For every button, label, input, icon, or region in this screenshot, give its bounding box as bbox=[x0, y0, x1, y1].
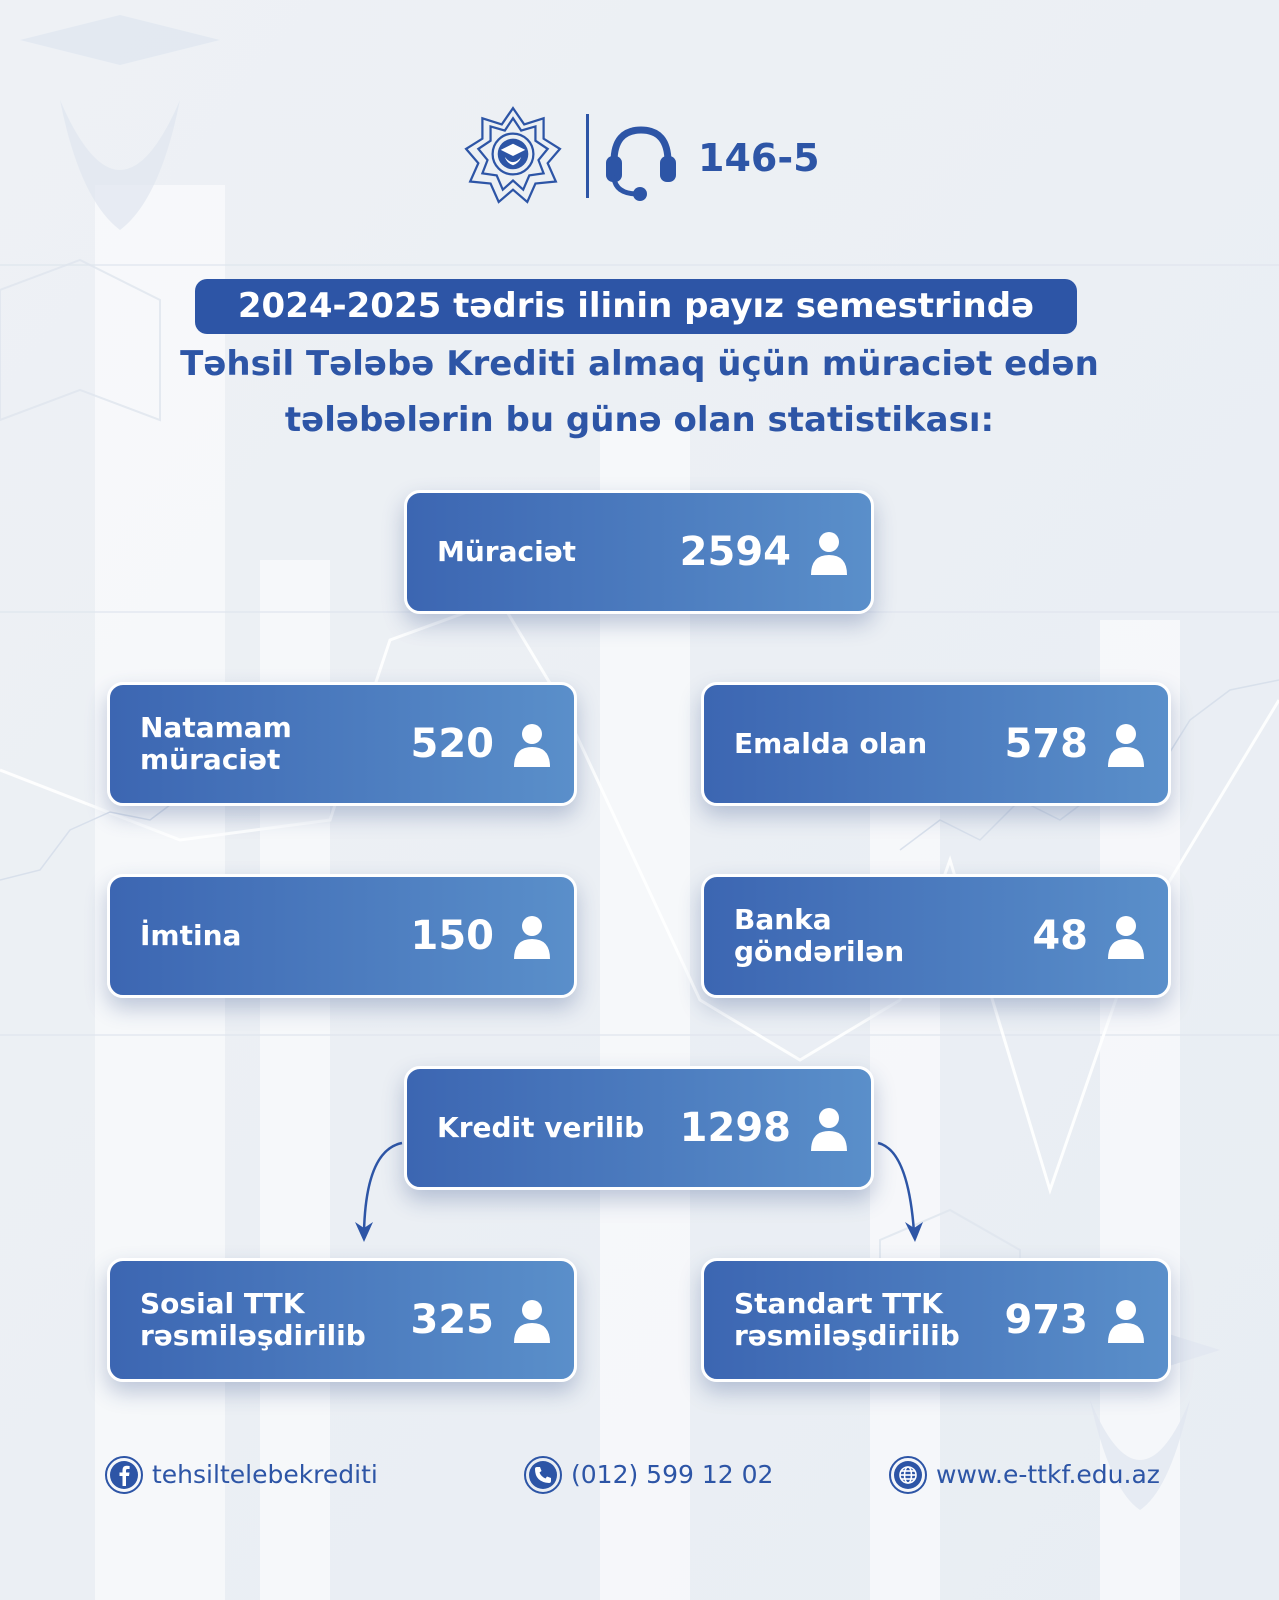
stat-value: 1298 bbox=[679, 1105, 791, 1151]
stat-label: Müraciət bbox=[437, 535, 577, 568]
facebook-icon bbox=[104, 1455, 144, 1495]
title-line-1: 2024-2025 tədris ilinin payız semestrində bbox=[237, 286, 1035, 326]
footer-website[interactable] bbox=[888, 1454, 1160, 1496]
title-line-2: Təhsil Tələbə Krediti almaq üçün müraciət edən bbox=[180, 344, 1099, 384]
stat-card-processing bbox=[701, 682, 1171, 806]
person-icon bbox=[512, 723, 552, 769]
stat-label: Standart TTK rəsmiləşdirilib bbox=[734, 1287, 960, 1352]
person-icon bbox=[512, 1299, 552, 1345]
facebook-handle: tehsiltelebekrediti bbox=[152, 1460, 378, 1489]
stat-value: 2594 bbox=[679, 529, 791, 575]
stat-value: 578 bbox=[1004, 721, 1088, 767]
phone-icon bbox=[523, 1455, 563, 1495]
person-icon bbox=[512, 915, 552, 961]
globe-icon bbox=[888, 1455, 928, 1495]
person-icon bbox=[809, 1107, 849, 1153]
phone-number: (012) 599 12 02 bbox=[571, 1460, 774, 1489]
stat-value: 48 bbox=[1032, 913, 1088, 959]
stat-card-credit-given bbox=[404, 1066, 874, 1190]
arrow-to-standard bbox=[878, 1143, 914, 1232]
stat-value: 325 bbox=[410, 1297, 494, 1343]
footer-facebook[interactable] bbox=[104, 1454, 378, 1496]
stat-label: Natamam müraciət bbox=[140, 711, 292, 776]
website-url: www.e-ttkf.edu.az bbox=[936, 1460, 1160, 1489]
stat-card-rejected bbox=[107, 874, 577, 998]
stat-card-applications bbox=[404, 490, 874, 614]
stat-card-social-ttk bbox=[107, 1258, 577, 1382]
stat-label: Banka göndərilən bbox=[734, 903, 905, 968]
stat-card-standard-ttk bbox=[701, 1258, 1171, 1382]
person-icon bbox=[1106, 1299, 1146, 1345]
stat-value: 520 bbox=[410, 721, 494, 767]
stat-card-sent-to-bank bbox=[701, 874, 1171, 998]
person-icon bbox=[809, 531, 849, 577]
person-icon bbox=[1106, 915, 1146, 961]
stat-label: Emalda olan bbox=[734, 727, 928, 760]
hotline-number[interactable]: 146-5 bbox=[698, 136, 820, 180]
stat-label: Sosial TTK rəsmiləşdirilib bbox=[140, 1287, 366, 1352]
stat-value: 150 bbox=[410, 913, 494, 959]
arrow-to-social bbox=[364, 1143, 402, 1232]
stat-card-incomplete bbox=[107, 682, 577, 806]
person-icon bbox=[1106, 723, 1146, 769]
stat-label: İmtina bbox=[140, 919, 242, 952]
title-line-3: tələbələrin bu günə olan statistikası: bbox=[284, 400, 995, 440]
stat-label: Kredit verilib bbox=[437, 1111, 645, 1144]
stat-value: 973 bbox=[1004, 1297, 1088, 1343]
footer-phone[interactable] bbox=[523, 1454, 773, 1496]
